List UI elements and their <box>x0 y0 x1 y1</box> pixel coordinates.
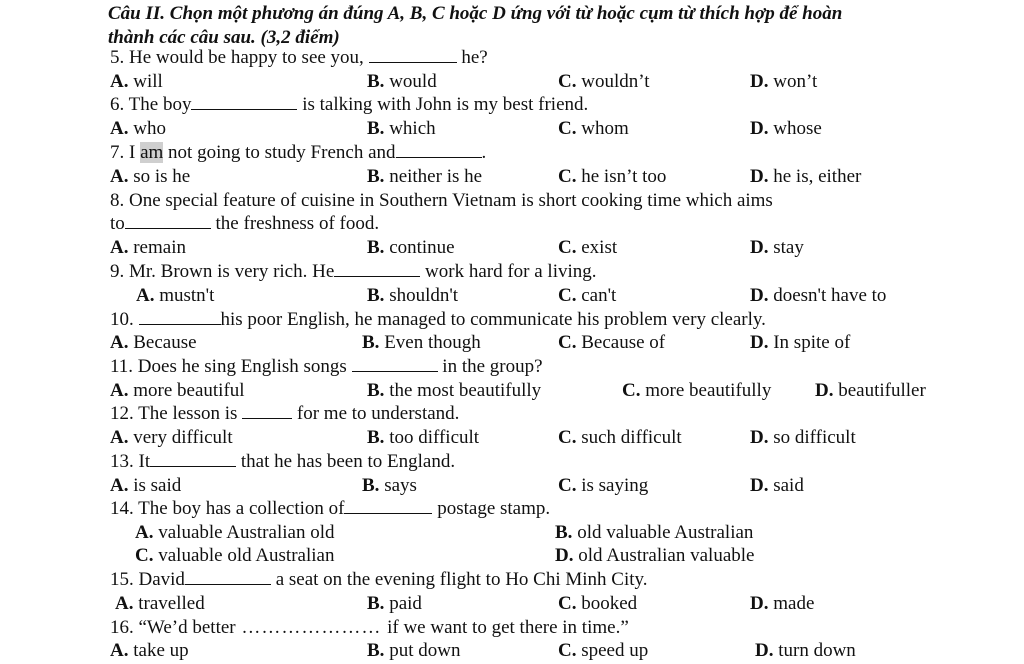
text-segment: so is he <box>133 166 191 187</box>
text-segment: neither is he <box>389 166 483 187</box>
text-segment: C. <box>558 475 577 496</box>
option-b <box>362 331 481 355</box>
text-segment: he isn’t too <box>581 166 667 187</box>
question-14 <box>0 497 1024 521</box>
text-segment: work hard for a living. <box>420 261 597 282</box>
options-9 <box>0 284 1024 308</box>
text-segment: A. <box>135 522 154 543</box>
text-segment: D. <box>750 593 769 614</box>
text-segment: B. <box>367 166 385 187</box>
text-segment: It <box>138 451 151 472</box>
option-c <box>558 426 682 450</box>
text-segment: D. <box>750 475 769 496</box>
text-segment: D. <box>750 427 769 448</box>
text-segment: C. <box>558 71 577 92</box>
text-segment: C. <box>558 332 577 353</box>
options-12 <box>0 426 1024 450</box>
text-segment: B. <box>362 332 380 353</box>
text-segment: D. <box>555 545 574 566</box>
text-segment: beautifuller <box>838 380 926 401</box>
question-text-after: he? <box>456 47 488 68</box>
text-segment: A. <box>110 237 129 258</box>
option-a <box>135 521 334 545</box>
option-a <box>110 379 245 403</box>
option-a <box>110 331 197 355</box>
text-segment: whose <box>773 118 822 139</box>
option-a <box>110 165 190 189</box>
option-d <box>750 331 850 355</box>
text-segment: is saying <box>581 475 649 496</box>
text-segment: made <box>773 593 815 614</box>
option-c <box>558 284 616 308</box>
text-segment: C. <box>558 118 577 139</box>
option-d <box>750 236 804 260</box>
text-segment: 11. <box>110 356 134 377</box>
answer-blank <box>344 497 432 514</box>
text-segment: “We’d better <box>138 617 236 638</box>
text-segment: travelled <box>138 593 205 614</box>
section-header <box>108 2 1008 49</box>
option-a <box>110 70 163 94</box>
text-segment: old valuable Australian <box>577 522 754 543</box>
text-segment: D. <box>750 237 769 258</box>
options-5 <box>0 70 1024 94</box>
text-segment: which <box>389 118 436 139</box>
text-segment: . <box>481 142 487 163</box>
text-segment: 6. <box>110 94 125 115</box>
option-c <box>558 117 629 141</box>
question-text: He would be happy to see you, <box>129 47 364 68</box>
text-segment: he is, either <box>773 166 862 187</box>
option-b <box>367 592 422 616</box>
option-c <box>558 474 648 498</box>
text-segment: 14. <box>110 498 134 519</box>
text-segment: is talking with John is my best friend. <box>297 94 589 115</box>
text-segment: valuable old Australian <box>158 545 335 566</box>
text-segment: Because <box>133 332 197 353</box>
text-segment: One special feature of cuisine in Southern Vietnam is short cooking time which aims <box>129 190 773 211</box>
text-segment: 7. <box>110 142 125 163</box>
text-segment: David <box>138 569 185 590</box>
text-segment: B. <box>367 380 385 401</box>
question-5 <box>0 46 1024 70</box>
options-8 <box>0 236 1024 260</box>
option-a <box>110 236 186 260</box>
text-segment: wouldn’t <box>581 71 650 92</box>
section-title-line1: Câu II. Chọn một phương án đúng A, B, C hoặc D ứng với từ hoặc cụm từ thích hợp để hoàn <box>108 3 843 24</box>
answer-blank <box>150 450 236 467</box>
text-segment: if we want to get there in time.” <box>387 617 629 638</box>
option-a <box>136 284 214 308</box>
options-13 <box>0 474 1024 498</box>
text-segment: C. <box>135 545 154 566</box>
option-d <box>750 284 886 308</box>
answer-blank <box>396 141 482 158</box>
question-16 <box>0 616 1024 640</box>
text-segment: B. <box>367 71 385 92</box>
text-segment: C. <box>558 166 577 187</box>
text-segment: B. <box>367 237 385 258</box>
option-c <box>135 544 334 568</box>
question-6 <box>0 93 1024 117</box>
option-d <box>750 474 804 498</box>
option-d <box>815 379 926 403</box>
option-c <box>558 331 665 355</box>
text-segment: more beautifully <box>645 380 772 401</box>
text-segment: mustn't <box>159 285 215 306</box>
text-segment: continue <box>389 237 455 258</box>
text-segment: D. <box>750 332 769 353</box>
text-segment: paid <box>389 593 422 614</box>
option-c <box>558 639 648 663</box>
text-segment: who <box>133 118 166 139</box>
option-b <box>367 284 458 308</box>
text-segment: to <box>110 213 125 234</box>
text-segment: Does he sing English songs <box>137 356 347 377</box>
text-segment: A. <box>110 640 129 661</box>
options-11 <box>0 379 1024 403</box>
option-d <box>750 426 856 450</box>
text-segment: Even though <box>384 332 481 353</box>
text-segment: 8. <box>110 190 125 211</box>
option-c <box>558 165 666 189</box>
text-segment: shouldn't <box>389 285 459 306</box>
text-segment: D. <box>750 118 769 139</box>
answer-blank <box>242 402 292 419</box>
option-b <box>367 117 436 141</box>
text-segment: C. <box>558 640 577 661</box>
text-segment: such difficult <box>581 427 682 448</box>
question-10 <box>0 308 1024 332</box>
text-segment: stay <box>773 237 804 258</box>
section-title-line2: thành các câu sau. (3,2 điểm) <box>108 26 340 48</box>
text-segment: A. <box>110 118 129 139</box>
text-segment: more beautiful <box>133 380 245 401</box>
text-segment: A. <box>110 166 129 187</box>
options-6 <box>0 117 1024 141</box>
options-10 <box>0 331 1024 355</box>
option-d <box>750 165 861 189</box>
text-segment: Mr. Brown is very rich. He <box>129 261 335 282</box>
text-segment: A. <box>110 71 129 92</box>
option-a <box>110 474 181 498</box>
question-9 <box>0 260 1024 284</box>
text-segment: not going to study French and <box>163 142 396 163</box>
text-segment: for me to understand. <box>292 403 460 424</box>
text-segment: remain <box>133 237 186 258</box>
text-segment: exist <box>581 237 618 258</box>
text-segment: his poor English, he managed to communicate his problem very clearly. <box>220 309 766 330</box>
answer-blank <box>352 355 438 372</box>
question-13 <box>0 450 1024 474</box>
option-c <box>558 236 617 260</box>
question-12 <box>0 402 1024 426</box>
text-segment: B. <box>555 522 573 543</box>
text-segment: can't <box>581 285 617 306</box>
text-segment: C. <box>558 427 577 448</box>
option-b <box>367 165 482 189</box>
question-11 <box>0 355 1024 379</box>
option-b <box>555 521 753 545</box>
question-7 <box>0 141 1024 165</box>
options-15 <box>0 592 1024 616</box>
question-8 <box>0 189 1024 213</box>
option-b <box>362 474 417 498</box>
text-segment: B. <box>367 593 385 614</box>
option-c <box>558 592 637 616</box>
text-segment: will <box>133 71 163 92</box>
option-b <box>367 639 460 663</box>
text-segment: 15. <box>110 569 134 590</box>
text-segment: B. <box>367 640 385 661</box>
text-segment: said <box>773 475 804 496</box>
text-segment: B. <box>367 427 385 448</box>
highlighted-word: am <box>140 142 164 163</box>
text-segment: that he has been to England. <box>236 451 456 472</box>
text-segment: D. <box>750 285 769 306</box>
text-segment: The boy has a collection of <box>138 498 345 519</box>
text-segment: D. <box>750 166 769 187</box>
text-segment: turn down <box>778 640 856 661</box>
text-segment: doesn't have to <box>773 285 887 306</box>
option-a <box>110 426 233 450</box>
text-segment: A. <box>110 380 129 401</box>
text-segment: old Australian valuable <box>578 545 755 566</box>
text-segment: postage stamp. <box>432 498 551 519</box>
option-b <box>367 379 541 403</box>
text-segment: B. <box>367 285 385 306</box>
answer-blank <box>139 308 221 325</box>
option-d <box>750 70 817 94</box>
text-segment: B. <box>367 118 385 139</box>
text-segment: so difficult <box>773 427 856 448</box>
text-segment: won’t <box>773 71 818 92</box>
option-d <box>750 592 814 616</box>
option-b <box>367 70 437 94</box>
option-a <box>115 592 205 616</box>
text-segment: 10. <box>110 309 134 330</box>
text-segment: whom <box>581 118 629 139</box>
text-segment: In spite of <box>773 332 851 353</box>
answer-dots: ………………… <box>235 617 388 638</box>
text-segment: C. <box>622 380 641 401</box>
option-b <box>367 426 479 450</box>
text-segment: a seat on the evening flight to Ho Chi Minh City. <box>270 569 648 590</box>
option-d <box>555 544 754 568</box>
answer-blank <box>125 212 211 229</box>
text-segment: would <box>389 71 437 92</box>
text-segment: A. <box>110 475 129 496</box>
options-14-ab <box>0 521 1024 545</box>
text-segment: the most beautifully <box>389 380 542 401</box>
text-segment: 12. <box>110 403 134 424</box>
answer-blank <box>334 260 420 277</box>
question-15 <box>0 568 1024 592</box>
option-a <box>110 117 166 141</box>
options-16 <box>0 639 1024 663</box>
question-8-cont <box>0 212 1024 236</box>
text-segment: put down <box>389 640 461 661</box>
text-segment: speed up <box>581 640 649 661</box>
text-segment: valuable Australian old <box>158 522 335 543</box>
text-segment: D. <box>815 380 834 401</box>
option-b <box>367 236 455 260</box>
text-segment: 16. <box>110 617 134 638</box>
option-d <box>755 639 856 663</box>
text-segment: C. <box>558 593 577 614</box>
text-segment: is said <box>133 475 182 496</box>
text-segment: in the group? <box>437 356 543 377</box>
answer-blank <box>185 568 271 585</box>
text-segment: booked <box>581 593 638 614</box>
text-segment: A. <box>136 285 155 306</box>
options-14-cd <box>0 544 1024 568</box>
text-segment: A. <box>110 427 129 448</box>
answer-blank <box>369 46 457 63</box>
options-7 <box>0 165 1024 189</box>
text-segment: The lesson is <box>138 403 238 424</box>
text-segment: take up <box>133 640 189 661</box>
text-segment: C. <box>558 237 577 258</box>
option-c <box>622 379 771 403</box>
text-segment: D. <box>750 71 769 92</box>
text-segment: B. <box>362 475 380 496</box>
text-segment: C. <box>558 285 577 306</box>
text-segment: I <box>129 142 141 163</box>
text-segment: A. <box>110 332 129 353</box>
text-segment: the freshness of food. <box>210 213 380 234</box>
question-number: 5. <box>110 47 125 68</box>
answer-blank <box>191 93 297 110</box>
text-segment: D. <box>755 640 774 661</box>
text-segment: 9. <box>110 261 125 282</box>
text-segment: very difficult <box>133 427 233 448</box>
text-segment: says <box>384 475 417 496</box>
text-segment: 13. <box>110 451 134 472</box>
option-a <box>110 639 189 663</box>
text-segment: A. <box>115 593 134 614</box>
option-c <box>558 70 650 94</box>
option-d <box>750 117 822 141</box>
text-segment: The boy <box>128 94 192 115</box>
text-segment: too difficult <box>389 427 480 448</box>
text-segment: Because of <box>581 332 666 353</box>
